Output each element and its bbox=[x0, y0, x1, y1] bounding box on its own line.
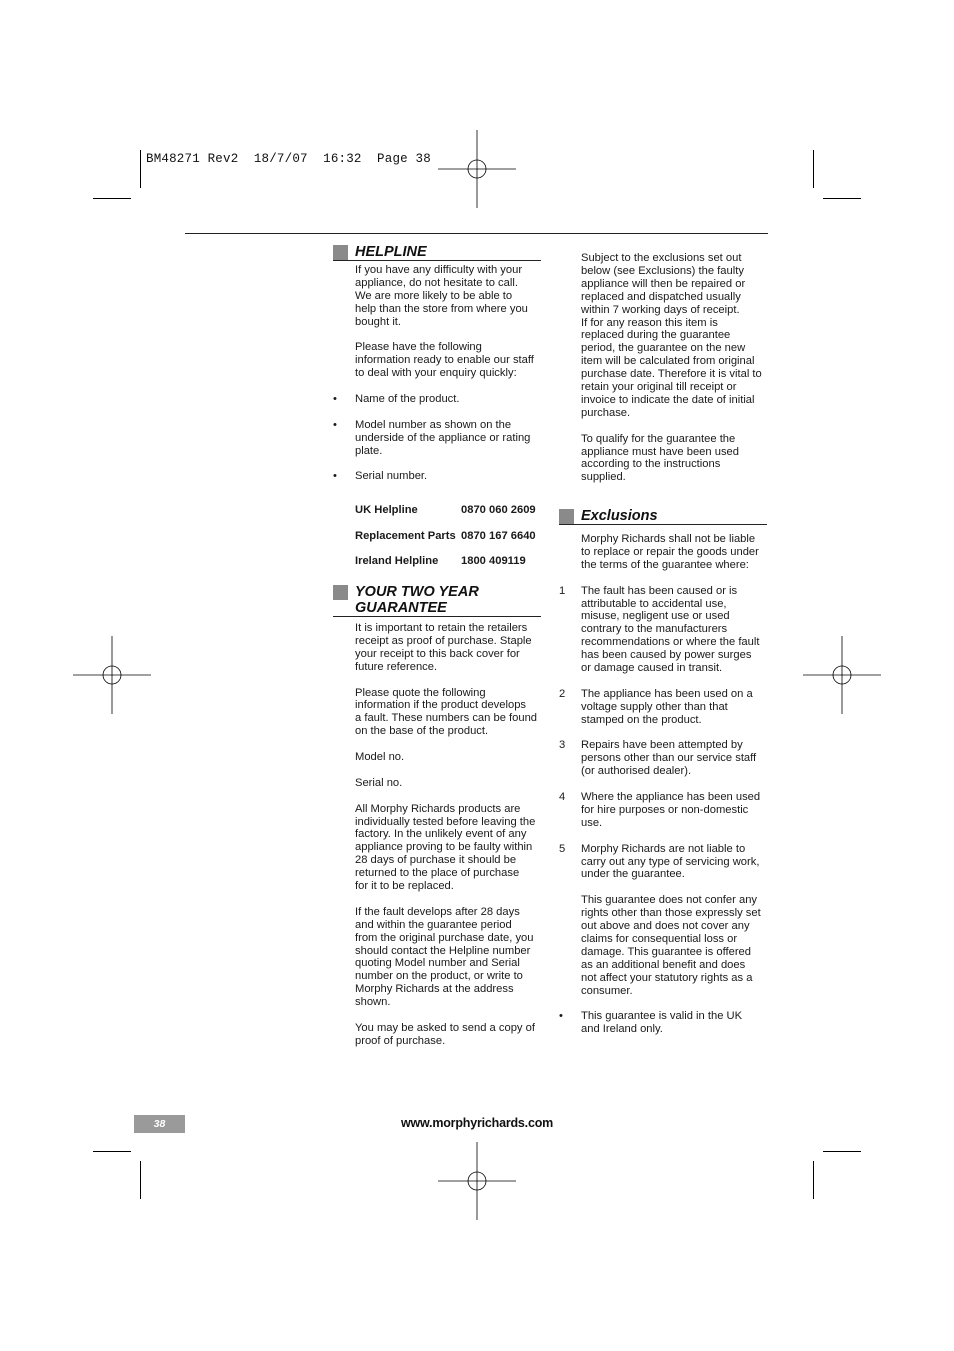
bullet-icon: • bbox=[333, 470, 337, 483]
right-column bbox=[559, 252, 767, 484]
crop-mark bbox=[813, 150, 814, 188]
exclusions-column bbox=[559, 508, 767, 1036]
guarantee-paragraph: Please quote the following information if the product develops a fault. These numbers can be found on the base of the product. bbox=[355, 686, 538, 738]
bullet-icon: • bbox=[333, 418, 337, 431]
bullet-icon: • bbox=[333, 393, 337, 406]
print-slug: BM48271 Rev2 18/7/07 16:32 Page 38 bbox=[146, 152, 431, 166]
guarantee-paragraph: You may be asked to send a copy of proof of purchase. bbox=[355, 1022, 535, 1047]
crop-mark bbox=[140, 1161, 141, 1199]
header-rule bbox=[185, 233, 768, 234]
list-item: • Serial number. bbox=[333, 470, 428, 483]
crop-mark bbox=[93, 1151, 131, 1152]
bullet-icon: • bbox=[559, 1010, 563, 1023]
helpline-heading: HELPLINE bbox=[333, 244, 541, 261]
ireland-helpline-phone: Ireland Helpline 1800 409119 bbox=[355, 555, 526, 568]
replacement-parts-phone: Replacement Parts 0870 167 6640 bbox=[355, 529, 536, 542]
website-url: www.morphyrichards.com bbox=[400, 1116, 554, 1130]
guarantee-paragraph: It is important to retain the retailers receipt as proof of purchase. Staple your receipt to this back cover for future reference. bbox=[355, 622, 532, 673]
exclusions-intro: Morphy Richards shall not be liable to replace or repair the goods under the terms of the guarantee where: bbox=[581, 533, 759, 571]
list-item: 5 Morphy Richards are not liable to carry out any type of servicing work, under the guarantee. bbox=[559, 842, 760, 881]
guarantee-paragraph: Subject to the exclusions set out below (see Exclusions) the faulty appliance will then be repaired or replaced and dispatched usually within 7 working days of receipt. If for any reason this item is replaced during the guarantee period, the guarantee on the new item will be calculated from original purchase date. Therefore it is vital to retain your original till receipt or invoice to indicate the date of initial purchase. bbox=[581, 252, 762, 419]
guarantee-paragraph: To qualify for the guarantee the appliance must have been used according to the instructions supplied. bbox=[581, 432, 739, 484]
crop-mark bbox=[140, 150, 141, 188]
registration-mark-icon bbox=[438, 130, 516, 208]
guarantee-paragraph: If the fault develops after 28 days and within the guarantee period from the original purchase date, you should contact the Helpline number quoting Model number and Serial number on the product, or write to Morphy Richards at the address shown. bbox=[355, 905, 534, 1009]
registration-mark-icon bbox=[803, 636, 881, 714]
section-marker-icon bbox=[333, 585, 348, 600]
crop-mark bbox=[93, 198, 131, 199]
helpline-info-request: Please have the following information ready to enable our staff to deal with your enquiry quickly: bbox=[355, 341, 534, 380]
uk-helpline-phone: UK Helpline 0870 060 2609 bbox=[355, 504, 536, 517]
guarantee-heading: YOUR TWO YEAR GUARANTEE bbox=[333, 584, 541, 617]
list-number: 3 bbox=[559, 739, 566, 752]
registration-mark-icon bbox=[73, 636, 151, 714]
list-item: • This guarantee is valid in the UK and Ireland only. bbox=[559, 1010, 743, 1036]
list-item: 2 The appliance has been used on a voltage supply other than that stamped on the product. bbox=[559, 687, 753, 726]
list-item: 3 Repairs have been attempted by persons other than our service staff (or authorised dealer). bbox=[559, 739, 757, 778]
crop-mark bbox=[813, 1161, 814, 1199]
guarantee-column bbox=[333, 584, 541, 1048]
crop-mark bbox=[823, 1151, 861, 1152]
list-number: 5 bbox=[559, 842, 566, 855]
page-number: 38 bbox=[134, 1115, 185, 1133]
list-item: 4 Where the appliance has been used for hire purposes or non-domestic use. bbox=[559, 791, 761, 829]
crop-mark bbox=[823, 198, 861, 199]
list-number: 1 bbox=[559, 584, 566, 597]
list-item: • Name of the product. bbox=[333, 393, 460, 406]
section-marker-icon bbox=[333, 245, 348, 260]
list-item: • Model number as shown on the underside of the appliance or rating plate. bbox=[333, 418, 531, 457]
helpline-column bbox=[333, 244, 541, 568]
exclusions-note: This guarantee does not confer any rights other than those expressly set out above and does not cover any claims for consequential loss or damage. This guarantee is offered as an additional benefit and does not affect your statutory rights as a consumer. bbox=[581, 894, 761, 997]
list-number: 2 bbox=[559, 687, 566, 700]
list-number: 4 bbox=[559, 791, 566, 804]
guarantee-paragraph: All Morphy Richards products are individually tested before leaving the factory. In the unlikely event of any appliance proving to be faulty within 28 days of purchase it should be returned to the place of purchase for it to be replaced. bbox=[355, 802, 536, 893]
model-number-label: Model no. bbox=[355, 751, 405, 764]
serial-number-label: Serial no. bbox=[355, 776, 403, 789]
exclusions-heading: Exclusions bbox=[559, 508, 767, 525]
section-marker-icon bbox=[559, 509, 574, 524]
registration-mark-icon bbox=[438, 1142, 516, 1220]
helpline-intro: If you have any difficulty with your appliance, do not hesitate to call. We are more likely to be able to help than the store from where you bought it. bbox=[355, 264, 528, 328]
list-item: 1 The fault has been caused or is attributable to accidental use, misuse, negligent use or used contrary to the manufacturers recommendations or where the fault has been caused by power surges or damage caused in transit. bbox=[559, 584, 760, 675]
